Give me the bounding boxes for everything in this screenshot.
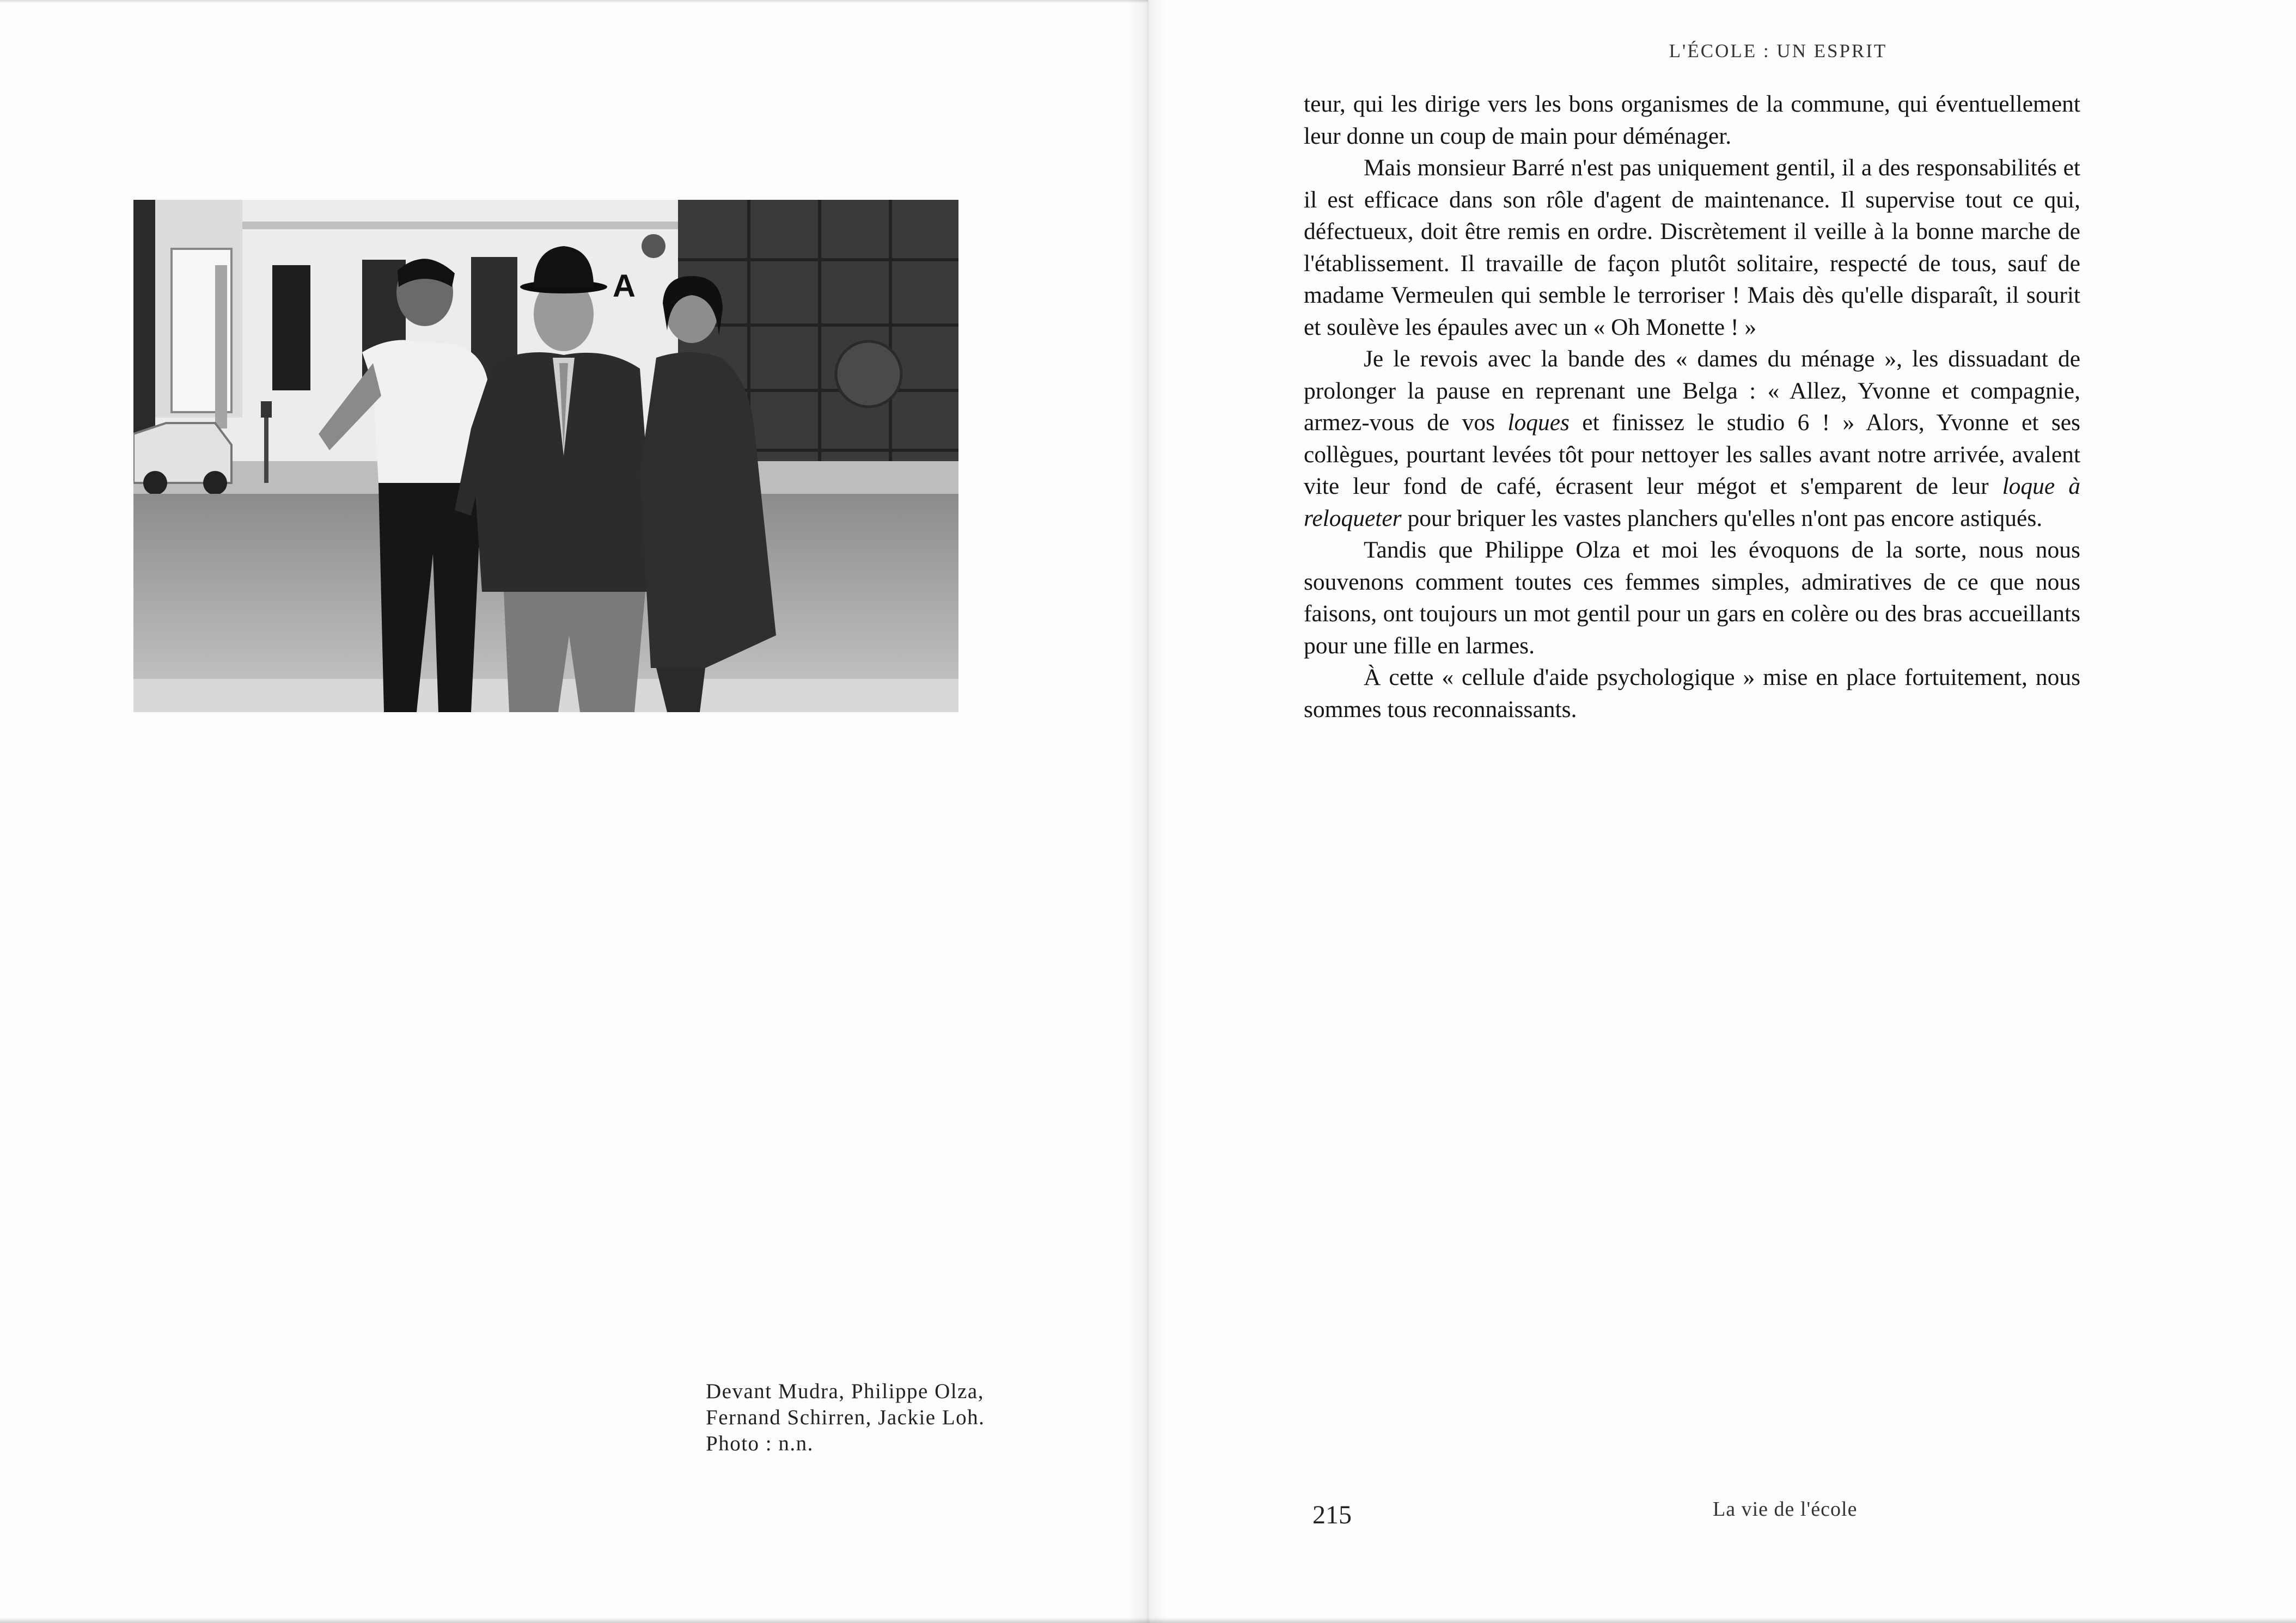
text-run: Tandis que Philippe Olza et moi les évoquons de la sorte, nous nous souvenons comment toutes ces femmes simples, admiratives de ce que nous faisons, ont toujours un mot gentil pour un gars en colère ou des bras accueillants pour une fille en larmes.: [1304, 537, 2080, 659]
body-paragraph: [1304, 343, 2080, 534]
page-edge: [1148, 1618, 2296, 1623]
photo-caption: [706, 1379, 1011, 1457]
caption-line: Fernand Schirren, Jackie Loh.: [706, 1406, 985, 1429]
body-paragraph: [1304, 88, 2080, 152]
text-run: pour briquer les vastes planchers qu'elles n'ont pas encore astiqués.: [1401, 505, 2043, 531]
photo-illustration: [133, 200, 958, 712]
caption-line: Devant Mudra, Philippe Olza,: [706, 1380, 984, 1403]
running-head: L'ÉCOLE : UN ESPRIT: [1669, 40, 1888, 62]
italic-term: loque à reloqueter: [1304, 473, 2080, 531]
storefront-sign-text: A: [613, 268, 636, 304]
italic-term: loques: [1507, 409, 1570, 436]
text-run: Mais monsieur Barré n'est pas uniquement gentil, il a des responsabilités et il est efficace dans son rôle d'agent de maintenance. Il supervise tout ce qui, défectueux, doit être remis en ordre. Discrètement il veille à la bonne marche de l'établissement. Il travaille de façon plutôt solitaire, respecté de tous, sauf de madame Vermeulen qui semble le terroriser ! Mais dès qu'elle disparaît, il sourit et soulève les épaules avec un « Oh Monette ! »: [1304, 155, 2080, 340]
body-paragraph: [1304, 662, 2080, 725]
caption-line: Photo : n.n.: [706, 1432, 814, 1455]
book-gutter: [1128, 0, 1168, 1623]
text-run: et finissez le studio 6 ! » Alors, Yvonne et ses collègues, pourtant levées tôt pour nettoyer les salles avant notre arrivée, avalent vite leur fond de café, écrasent leur mégot et s'emparent de leur: [1304, 409, 2080, 499]
text-run: teur, qui les dirige vers les bons organismes de la commune, qui éventuellement leur donne un coup de main pour déménager.: [1304, 91, 2080, 149]
text-run: Je le revois avec la bande des « dames du ménage », les dissuadant de prolonger la pause en reprenant une Belga : « Allez, Yvonne et compagnie, armez-vous de vos: [1304, 346, 2080, 436]
page-edge: [0, 0, 1148, 3]
body-paragraph: [1304, 534, 2080, 662]
text-run: À cette « cellule d'aide psychologique » mise en place fortuitement, nous sommes tous reconnaissants.: [1304, 664, 2080, 722]
section-footer: La vie de l'école: [1713, 1498, 1858, 1521]
body-text: [1304, 88, 2080, 725]
page-number: 215: [1312, 1500, 1352, 1529]
page-edge: [0, 1618, 1148, 1623]
body-paragraph: [1304, 152, 2080, 343]
photograph: [133, 200, 958, 712]
